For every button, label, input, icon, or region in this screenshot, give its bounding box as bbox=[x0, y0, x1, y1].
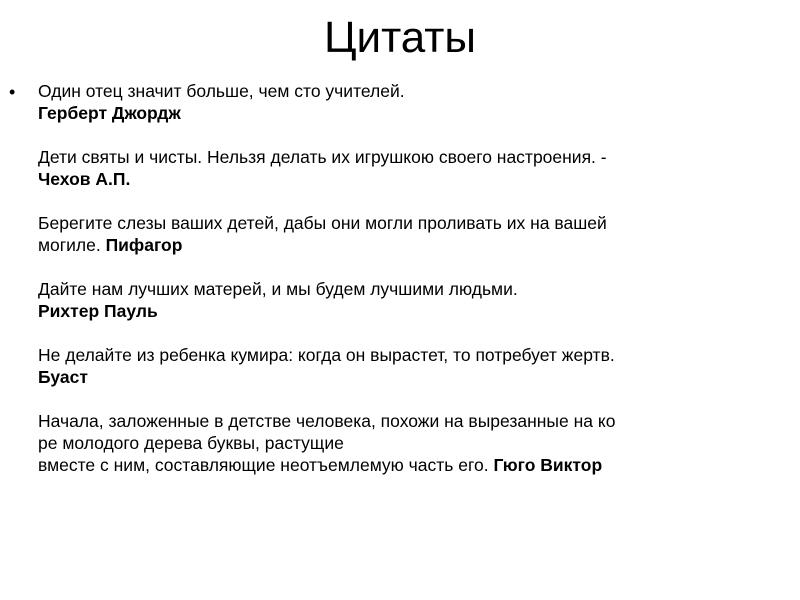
quote-text: вместе с ним, составляющие неотъемлемую часть его. bbox=[38, 455, 494, 475]
quote-item bbox=[38, 146, 788, 190]
quote-author: Буаст bbox=[38, 367, 88, 387]
quote-text: ре молодого дерева буквы, растущие bbox=[38, 433, 344, 453]
quote-author: Рихтер Пауль bbox=[38, 301, 158, 321]
quote-item bbox=[38, 278, 788, 322]
quote-text: Дети святы и чисты. Нельзя делать их игрушкою своего настроения. - bbox=[38, 147, 607, 167]
quote-author: Герберт Джордж bbox=[38, 103, 181, 123]
quote-text: Начала, заложенные в детстве человека, похожи на вырезанные на ко bbox=[38, 411, 616, 431]
quote-author-line bbox=[38, 454, 788, 476]
quote-item bbox=[38, 410, 788, 476]
quote-item bbox=[38, 80, 788, 124]
quote-author: Чехов А.П. bbox=[38, 169, 131, 189]
bullet-icon: • bbox=[9, 82, 16, 102]
quote-author-line bbox=[38, 300, 788, 322]
quote-author-line bbox=[38, 234, 788, 256]
quote-author: Пифагор bbox=[105, 235, 183, 255]
quote-author: Гюго Виктор bbox=[493, 455, 603, 475]
quote-item bbox=[38, 344, 788, 388]
quote-text: могиле. bbox=[38, 235, 106, 255]
quote-author-line bbox=[38, 102, 788, 124]
slide-title: Цитаты bbox=[323, 13, 477, 62]
quotes-list bbox=[38, 80, 788, 498]
quote-author-line bbox=[38, 168, 788, 190]
quote-text: Не делайте из ребенка кумира: когда он вырастет, то потребует жертв. bbox=[38, 345, 615, 365]
quote-author-line bbox=[38, 366, 788, 388]
quote-text: Берегите слезы ваших детей, дабы они могли проливать их на вашей bbox=[38, 213, 607, 233]
quote-text: Один отец значит больше, чем сто учителей. bbox=[38, 81, 405, 101]
quote-text: Дайте нам лучших матерей, и мы будем лучшими людьми. bbox=[38, 279, 518, 299]
quote-item bbox=[38, 212, 788, 256]
